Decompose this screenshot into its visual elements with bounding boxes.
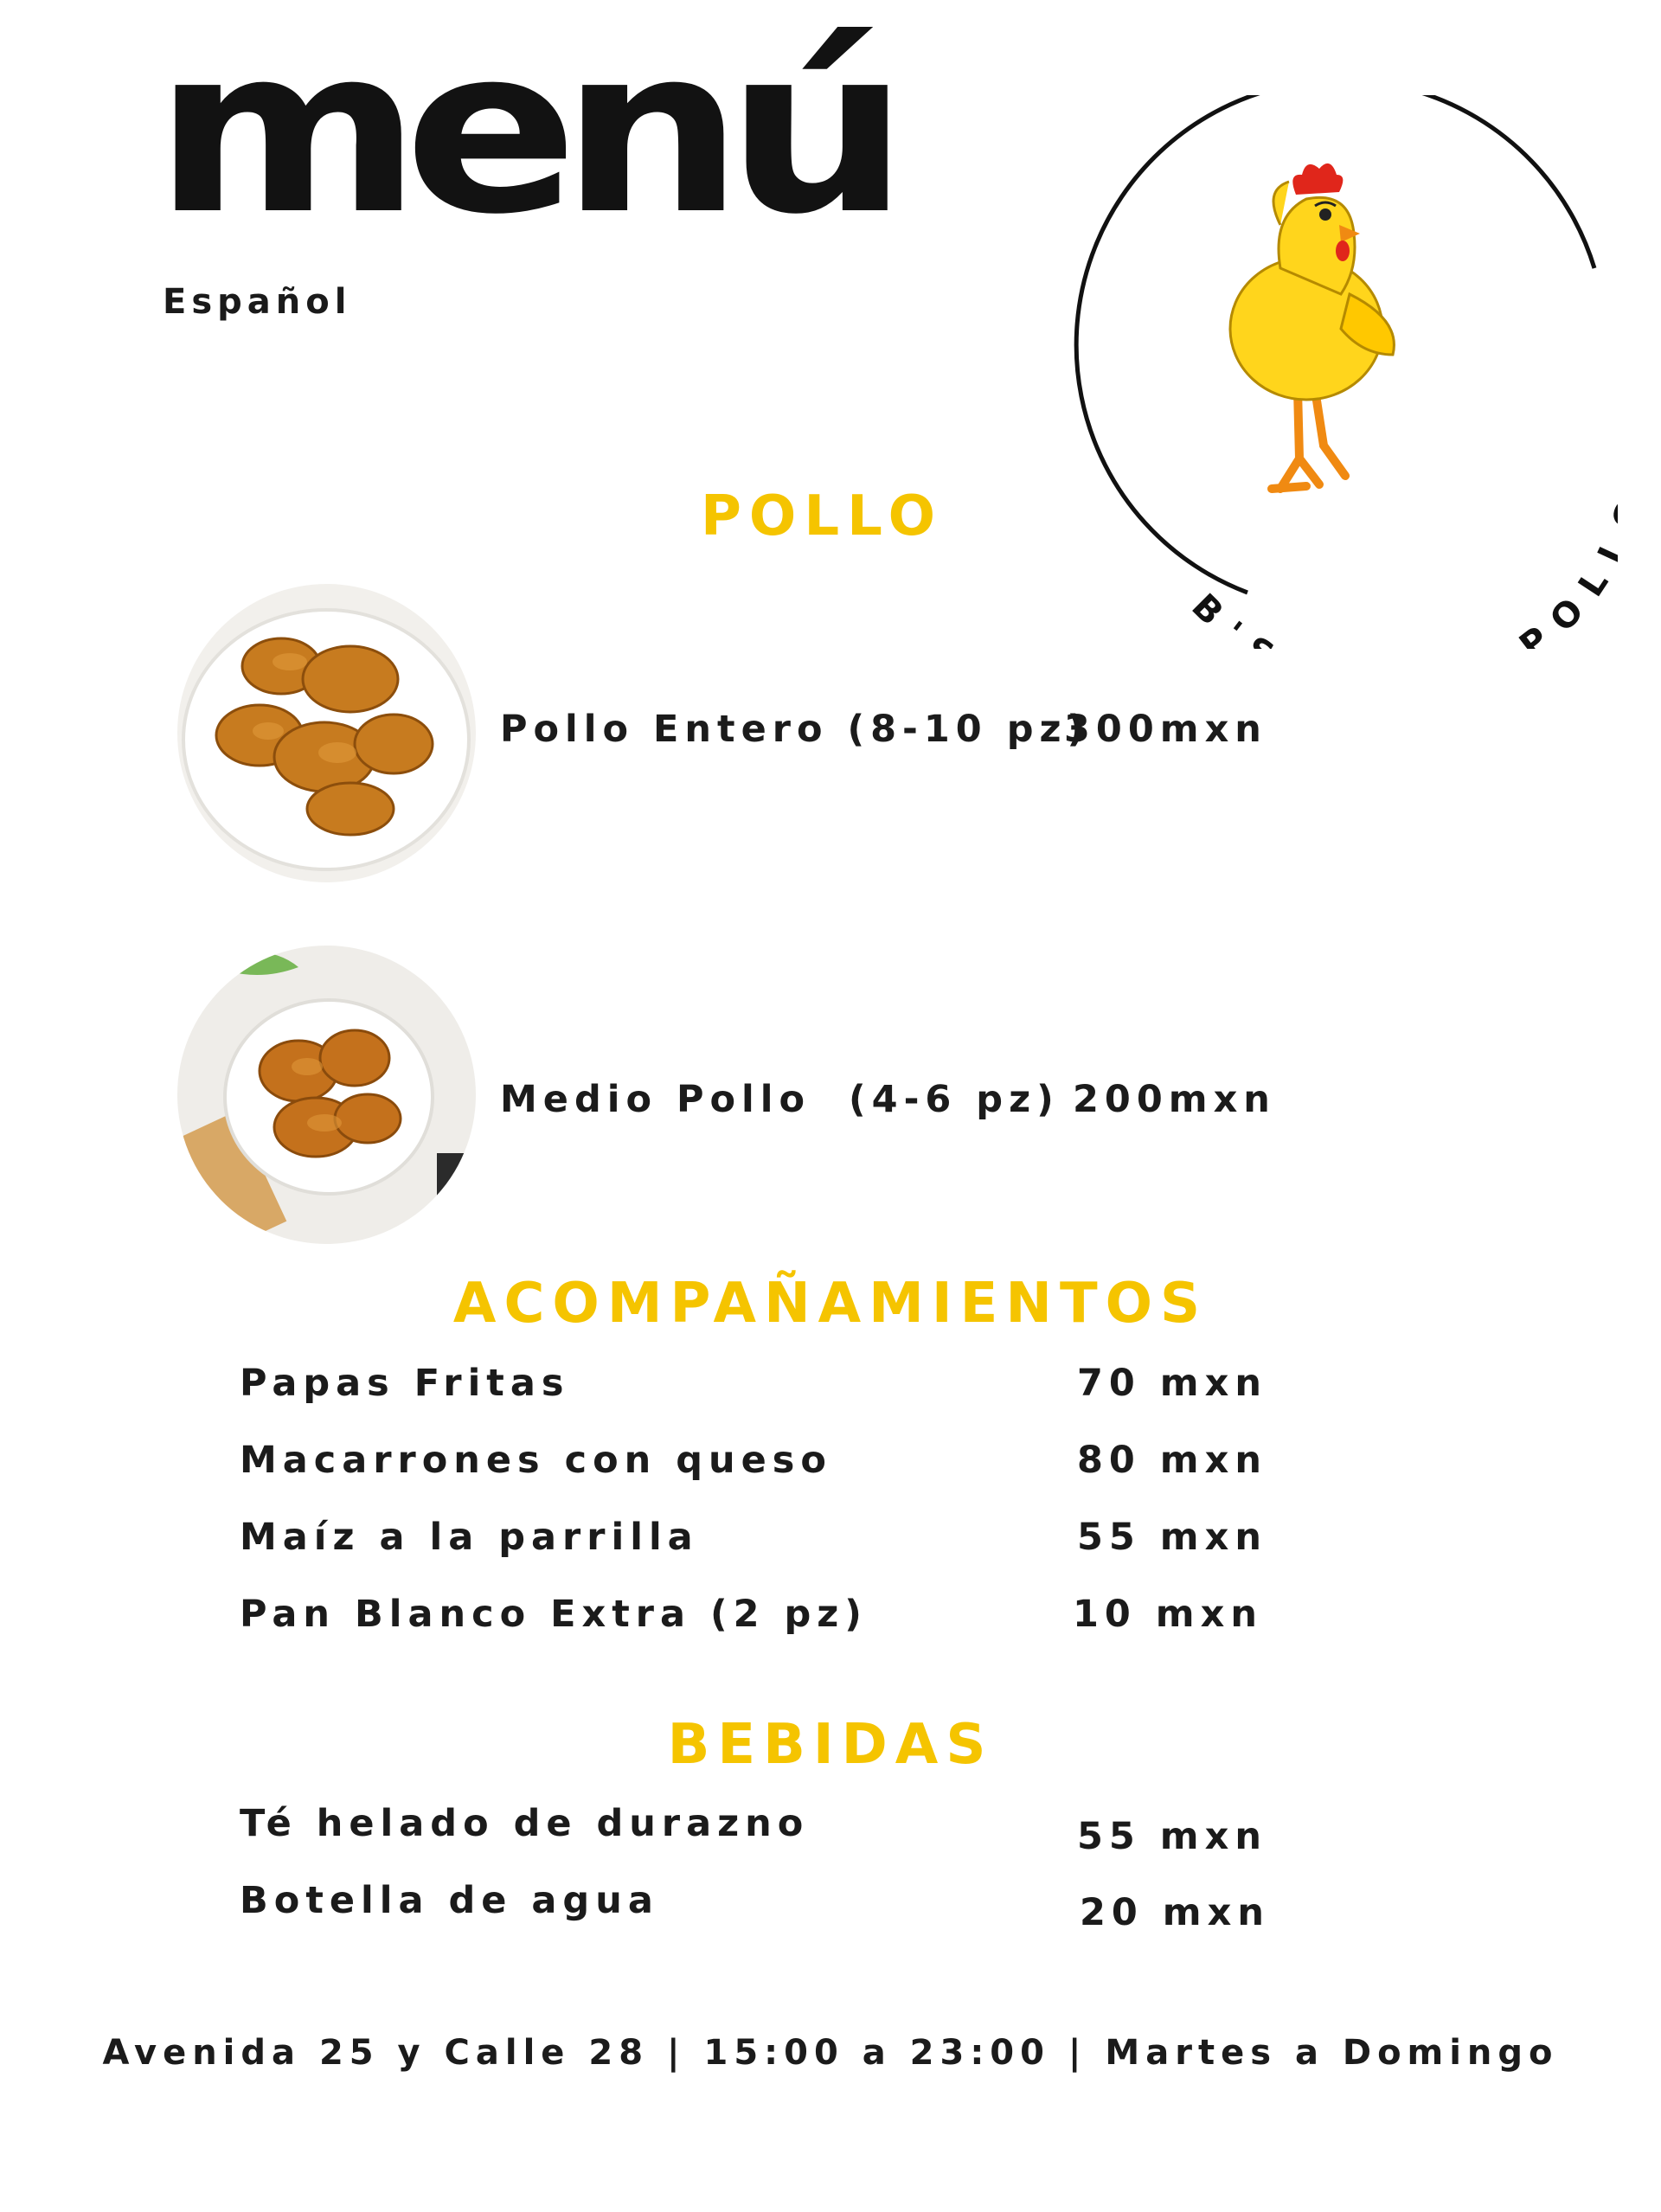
item-name-macarrones: Macarrones con queso bbox=[240, 1439, 832, 1482]
item-name-pollo-entero: Pollo Entero (8-10 pz) bbox=[500, 708, 1091, 751]
section-title-bebidas: BEBIDAS bbox=[667, 1713, 994, 1777]
section-title-acompanamientos: ACOMPAÑAMIENTOS bbox=[452, 1272, 1209, 1336]
item-price-pollo-entero: 300mxn bbox=[1064, 708, 1267, 751]
whole-chicken-photo bbox=[177, 584, 476, 882]
brand-logo bbox=[1021, 95, 1618, 649]
item-price-macarrones: 80 mxn bbox=[1077, 1439, 1267, 1482]
item-price-maiz: 55 mxn bbox=[1077, 1516, 1267, 1559]
half-chicken-photo bbox=[177, 946, 476, 1244]
brand-name-text: B' PO bbox=[1183, 578, 1604, 649]
item-name-maiz: Maíz a la parrilla bbox=[240, 1516, 699, 1559]
menu-title: menú bbox=[154, 0, 892, 265]
section-title-pollo: POLLO bbox=[701, 484, 943, 548]
item-price-pan-blanco: 10 mxn bbox=[1073, 1593, 1263, 1636]
item-name-pan-blanco: Pan Blanco Extra (2 pz) bbox=[240, 1593, 868, 1636]
item-name-papas-fritas: Papas Fritas bbox=[240, 1362, 570, 1405]
item-price-te-helado: 55 mxn bbox=[1077, 1815, 1267, 1858]
chicken-mascot-icon bbox=[1230, 163, 1394, 489]
item-name-te-helado: Té helado de durazno bbox=[240, 1802, 810, 1845]
language-label: Español bbox=[163, 282, 352, 322]
item-price-papas-fritas: 70 mxn bbox=[1077, 1362, 1267, 1405]
item-name-medio-pollo: Medio Pollo (4-6 pz) bbox=[500, 1078, 1060, 1121]
item-price-medio-pollo: 200mxn bbox=[1073, 1078, 1276, 1121]
footer-info: Avenida 25 y Calle 28 | 15:00 a 23:00 | Martes a Domingo bbox=[102, 2033, 1559, 2073]
item-name-botella-agua: Botella de agua bbox=[240, 1879, 659, 1922]
item-price-botella-agua: 20 mxn bbox=[1080, 1891, 1270, 1934]
